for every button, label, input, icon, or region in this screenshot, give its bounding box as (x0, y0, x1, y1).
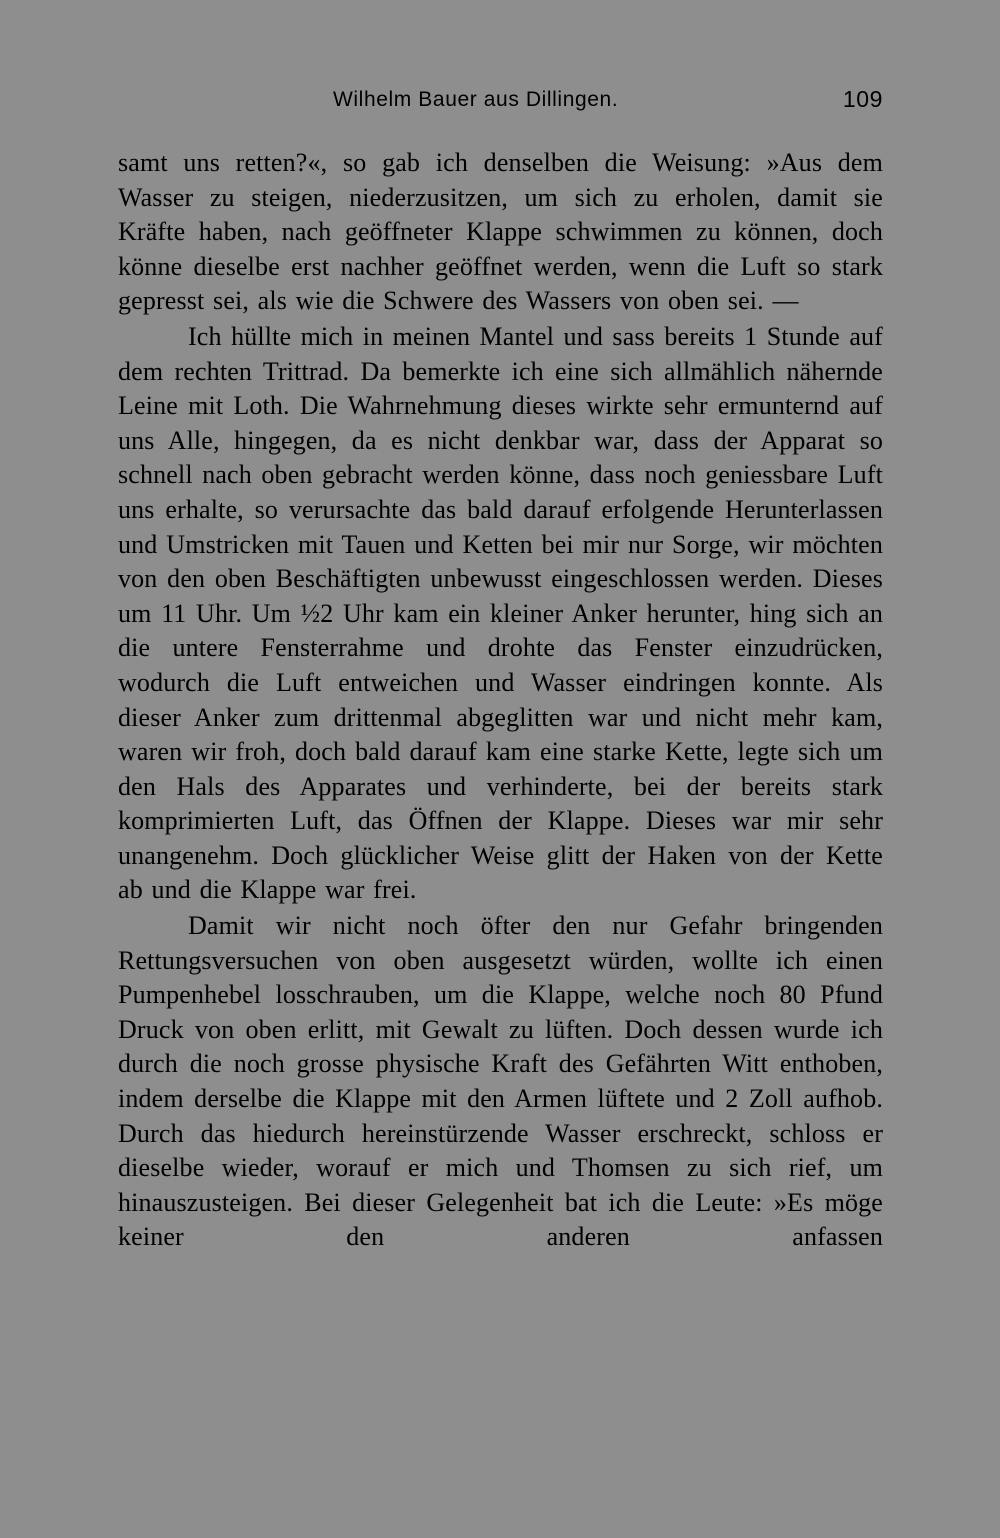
running-title: Wilhelm Bauer aus Dillingen. (333, 88, 619, 111)
paragraph-3: Damit wir nicht noch öfter den nur Gefahr bringenden Rettungsversuchen von oben ausgesetzt würden, wollte ich einen Pumpenhebel losschrauben, um die Klappe, welche noch 80 Pfund Druck von oben erlitt, mit Gewalt zu lüften. Doch dessen wurde ich durch die noch grosse physische Kraft des Gefährten Witt enthoben, indem derselbe die Klappe mit den Armen lüftete und 2 Zoll aufhob. Durch das hiedurch hereinstürzende Wasser erschreckt, schloss er dieselbe wieder, worauf er mich und Thomsen zu sich rief, um hinauszusteigen. Bei dieser Gelegenheit bat ich die Leute: »Es möge keiner den anderen anfassen (118, 911, 883, 1252)
page-number: 109 (842, 86, 883, 112)
running-head (118, 84, 883, 124)
book-page (118, 84, 883, 1255)
paragraph-1: samt uns retten?«, so gab ich denselben die Weisung: »Aus dem Wasser zu steigen, niederzusitzen, um sich zu erholen, damit sie Kräfte haben, nach geöffneter Klappe schwimmen zu können, doch könne dieselbe erst nachher geöffnet werden, wenn die Luft so stark gepresst sei, als wie die Schwere des Wassers von oben sei. — (118, 148, 883, 316)
paragraph-2: Ich hüllte mich in meinen Mantel und sass bereits 1 Stunde auf dem rechten Trittrad. Da bemerkte ich eine sich allmählich nähernde Leine mit Loth. Die Wahrnehmung dieses wirkte sehr ermunternd auf uns Alle, hingegen, da es nicht denkbar war, dass der Apparat so schnell nach oben gebracht werden könne, dass noch geniessbare Luft uns erhalte, so verursachte das bald darauf erfolgende Herunterlassen und Umstricken mit Tauen und Ketten bei mir nur Sorge, wir möchten von den oben Beschäftigten unbewusst eingeschlossen werden. Dieses um 11 Uhr. Um ½2 Uhr kam ein kleiner Anker herunter, hing sich an die untere Fensterrahme und drohte das Fenster einzudrücken, wodurch die Luft entweichen und Wasser eindringen konnte. Als dieser Anker zum drittenmal abgeglitten war und nicht mehr kam, waren wir froh, doch bald darauf kam eine starke Kette, legte sich um den Hals des Apparates und verhinderte, bei der bereits stark komprimierten Luft, das Öffnen der Klappe. Dieses war mir sehr unangenehm. Doch glücklicher Weise glitt der Haken von der Kette ab und die Klappe war frei. (118, 321, 883, 905)
body-text (118, 146, 883, 1255)
